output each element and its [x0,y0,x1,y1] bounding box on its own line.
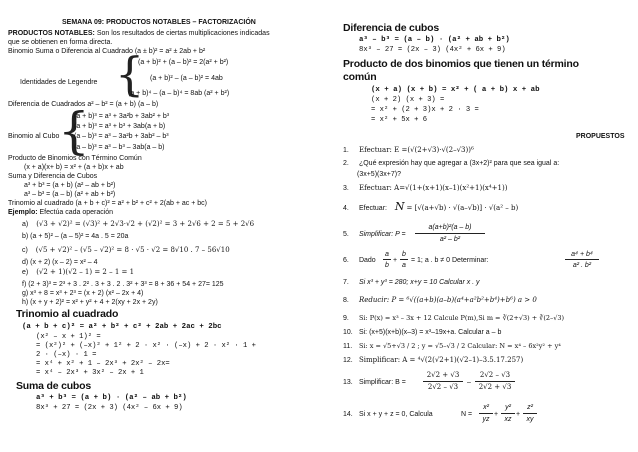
intro-line [8,29,270,38]
problem-2-number: 2. [343,160,349,167]
problem-13-f1-den: 2√2 – √3 [427,383,459,391]
trinomio-ex-2: = (x²)² + (–x)² + 1² + 2 · x² · (–x) + 2 · x² · 1 + [36,342,256,350]
problem-1-text: Efectuar: E =(√(2+√3)·√(2–√3))⁶ [358,146,474,154]
dif-cubos-ex: 8x³ – 27 = (2x – 3) (4x² + 6x + 9) [359,46,506,54]
problem-3-number: 3. [343,185,349,192]
problem-14-f2-den: xz [504,416,512,423]
producto-heading-2: común [343,71,377,83]
problem-4-number: 4. [343,205,349,212]
problem-9-number: 9. [343,315,349,322]
problem-4-variable: N [394,200,405,213]
problem-6-f2-den: a [402,262,406,269]
trinomio-ex-5: = x⁴ – 2x³ + 3x² – 2x + 1 [36,369,144,377]
ejemplo-text: Efectúa cada operación [39,209,114,216]
problem-11-number: 11. [343,343,353,350]
intro-label: PRODUCTOS NOTABLES: [8,30,95,37]
ejemplo-f: f) (2 + 3)³ = 2³ + 3 . 2² . 3 + 3 . 2 . 3² + 3³ = 8 + 36 + 54 + 27= 125 [22,281,224,288]
problem-1 [343,146,474,155]
binomio-cuadrado: Binomio Suma o Diferencia al Cuadrado (a ± b)² = a² ± 2ab + b² [8,48,206,55]
trinomio-text: Trinomio al cuadrado (a + b + c)² = a² + b² + c² + 2(ab + ac + bc) [8,200,207,207]
problem-14-f1-bar [479,413,493,414]
dif-cuadrados: Diferencia de Cuadrados a² – b² = (a + b) (a – b) [8,101,159,108]
problem-14-f3-bar [523,413,537,414]
problem-14-f1-den: yz [482,416,490,423]
legendre-brace: { [115,47,145,101]
ejemplo-a [22,220,254,229]
problem-5-denominator: a² – b² [439,236,461,243]
ejemplo-e-letter: e) [22,269,29,276]
problem-13-f1-num: 2√2 + √3 [426,371,460,379]
suma-cubos-formula: a³ + b³ = (a + b) · (a² – ab + b²) [36,394,187,402]
producto-heading-1: Producto de dos binomios que tienen un término [343,58,579,70]
problem-5-fraction-bar [415,233,485,234]
problem-12 [343,356,523,365]
problem-2 [343,159,559,168]
dif-cubos-formula: a³ – b³ = (a – b) · (a² + ab + b²) [359,36,510,44]
ejemplo-label: Ejemplo: [8,209,38,216]
dif-cubos-heading: Diferencia de cubos [343,22,439,34]
cubo-4: (a – b)³ = a³ – b³ – 3ab(a – b) [74,144,165,151]
page-title: SEMANA 09: PRODUCTOS NOTABLES – FACTORIZACIÓN [62,19,256,26]
problem-8 [343,296,537,305]
producto-ex-2: = x² + (2 + 3)x + 2 · 3 = [371,106,479,114]
sdc-1: a³ + b³ = (a + b) (a² – ab + b²) [24,182,116,189]
problem-14-f1-num: x² [483,404,489,411]
problem-14-plus-2: + [516,411,521,418]
problem-6 [343,256,376,265]
problem-8-text: Reducir: P = ⁶√((a+b)(a–b)(a⁴+a²b²+b⁴)+b⁶) a > 0 [358,296,537,304]
problem-5-number: 5. [343,231,349,238]
problem-12-text: Simplificar: A = ⁴√(2(√2+1)(√2–1)–3.5.17.257) [358,356,524,364]
producto-ex-3: = x² + 5x + 6 [371,116,428,124]
problem-4-expr: = [√(a+√b) · √(a–√b)] · √(a² – b) [406,204,519,212]
problem-13-f2-bar [475,381,515,382]
problem-2-text: ¿Qué expresión hay que agregar a (3x+2)² para que sea igual a: [358,160,560,167]
ejemplo-a-expr: (√3 + √2)² = (√3)² + 2√3·√2 + (√2)² = 3 + 2√6 + 2 = 5 + 2√6 [36,220,255,228]
problem-6-f1-num: a [385,251,389,258]
ejemplo-a-letter: a) [22,221,29,228]
trinomio-ex-3: 2 · (–x) · 1 = [36,351,97,359]
problem-9 [343,314,564,323]
trinomio-ex-4: = x⁴ + x² + 1 – 2x³ + 2x² – 2x= [36,360,170,368]
right-column [333,18,633,446]
ejemplo-c-expr: (√5 + √2)² – (√5 – √2)² = 8 · √5 · √2 = 8√10 . 7 – 56√10 [35,246,230,254]
cubo-3: (a – b)³ = a³ – 3a²b + 3ab² – b³ [74,133,169,140]
problem-13-number: 13. [343,379,353,386]
problem-14-f3-den: xy [526,416,534,423]
ejemplo-c [22,246,230,255]
problem-13-f2-num: 2√2 – √3 [479,371,511,379]
problem-7 [343,278,480,287]
problem-10-number: 10. [343,329,353,336]
problem-3-text: Efectuar: A=√(1+(x+1)(x–1)(x²+1)(x⁴+1)) [358,184,508,192]
problem-5 [343,230,406,239]
problem-13-f2-den: 2√2 + √3 [478,383,512,391]
cubo-brace: { [58,102,90,160]
problem-6-f3-num: a⁴ + b⁴ [571,251,593,258]
legendre-2: (a + b)² – (a – b)² = 4ab [150,75,223,82]
suma-dif-cubos: Suma y Diferencia de Cubos [8,173,98,180]
problem-13-op: – [467,379,471,386]
problem-14-f2-num: y² [505,404,511,411]
problem-10 [343,328,501,337]
problem-8-number: 8. [343,297,349,304]
ejemplo-c-letter: c) [22,247,28,254]
problem-6-f1-den: b [385,262,389,269]
ejemplo-h: h) (x + y + 2)² = x² + y² + 4 + 2(xy + 2x + 2y) [22,299,158,306]
problem-4-label: Efectuar: [358,205,387,212]
problem-13-label: Simplificar: B = [358,379,406,386]
ejemplo-d: d) (x + 2) (x – 2) = x² – 4 [22,259,98,266]
problem-6-f2-bar [400,259,408,260]
ejemplo-e-expr: (√2 + 1)(√2 – 1) = 2 – 1 = 1 [36,268,135,276]
suma-cubos-ex: 8x³ + 27 = (2x + 3) (4x² – 6x + 9) [36,404,183,412]
problem-4 [343,202,518,213]
problem-9-text: Si: P(x) = x³ – 3x + 12 Calcule P(m),Si m = ∛(2+√3) + ∛(2–√3) [358,314,565,322]
termino-comun-formula: (x + a)(x+ b) = x² + (a + b)x + ab [24,164,124,171]
cubo-label: Binomio al Cubo [8,133,60,140]
problem-6-f1-bar [383,259,391,260]
problem-14-plus-1: + [494,411,499,418]
suma-cubos-heading: Suma de cubos [16,380,92,392]
left-column [0,18,319,446]
legendre-label: Identidades de Legendre [20,79,98,86]
problem-6-condition: = 1; a . b ≠ 0 Determinar: [411,257,489,264]
problem-14 [343,410,433,419]
problem-14-f2-bar [501,413,515,414]
problem-6-f2-num: b [402,251,406,258]
trinomio-ex-1: (x² – x + 1)² = [36,333,101,341]
problem-13 [343,378,406,387]
intro-text-2: que se obtienen en forma directa. [8,39,113,46]
problem-5-label: Simplificar: P = [358,231,406,238]
problem-6-plus: + [393,257,398,264]
problem-1-number: 1. [343,147,349,154]
problem-7-text: Si x³ + y³ = 280; x+y = 10 Calcular x . y [358,279,480,286]
problem-6-number: 6. [343,257,349,264]
intro-text: Son los resultados de ciertas multiplicaciones indicadas [96,30,270,37]
problem-6-f3-den: a² . b² [572,262,592,269]
problem-11 [343,342,561,351]
legendre-3: (a + b)⁴ – (a – b)⁴ = 8ab (a² + b²) [128,90,230,97]
ejemplo-e [22,268,134,277]
ejemplo-line [8,208,113,217]
producto-ex-1: (x + 2) (x + 3) = [371,96,445,104]
legendre-1: (a + b)² + (a – b)² = 2(a² + b²) [138,59,229,66]
cubo-2: (a + b)³ = a³ + b³ + 3ab(a + b) [74,123,166,130]
problem-6-f3-bar [565,259,599,260]
problem-5-numerator: a(a+b)²(a – b) [428,224,472,231]
producto-formula: (x + a) (x + b) = x² + ( a + b) x + ab [371,86,540,94]
ejemplo-g: g) x³ + 8 = x³ + 2³ = (x + 2) (x² – 2x + 4) [22,290,144,297]
problem-11-text: Si: x = √5+√3 / 2 ; y = √5–√3 / 2 Calcular: N = x⁴ – 6x²y² + y⁴ [358,342,561,350]
problem-3 [343,184,507,193]
trinomio-formula: (a + b + c)² = a² + b² + c² + 2ab + 2ac + 2bc [22,323,222,331]
termino-comun: Producto de Binomios con Término Común [8,155,142,162]
problem-14-number: 14. [343,411,353,418]
problem-12-number: 12. [343,357,353,364]
cubo-1: (a + b)³ = a³ + 3a²b + 3ab² + b³ [74,113,170,120]
problem-13-f1-bar [423,381,463,382]
problem-14-N: N = [461,411,473,418]
problem-2-cont: (3x+5)(3x+7)? [357,171,401,178]
sdc-2: a³ – b³ = (a – b) (a² + ab + b²) [24,191,116,198]
problem-7-number: 7. [343,279,349,286]
problem-6-label: Dado [358,257,376,264]
problem-14-label: Si x + y + z = 0, Calcula [358,411,433,418]
problem-10-text: Si: (x+5)(x+b)(x–3) = x³–19x+a. Calcular a – b [358,329,502,336]
problem-14-f3-num: z² [527,404,533,411]
ejemplo-b: b) (a + 5)² – (a – 5)² = 4a . 5 = 20a [22,233,129,240]
propuestos-heading: PROPUESTOS [576,133,625,140]
trinomio-heading: Trinomio al cuadrado [16,308,119,320]
